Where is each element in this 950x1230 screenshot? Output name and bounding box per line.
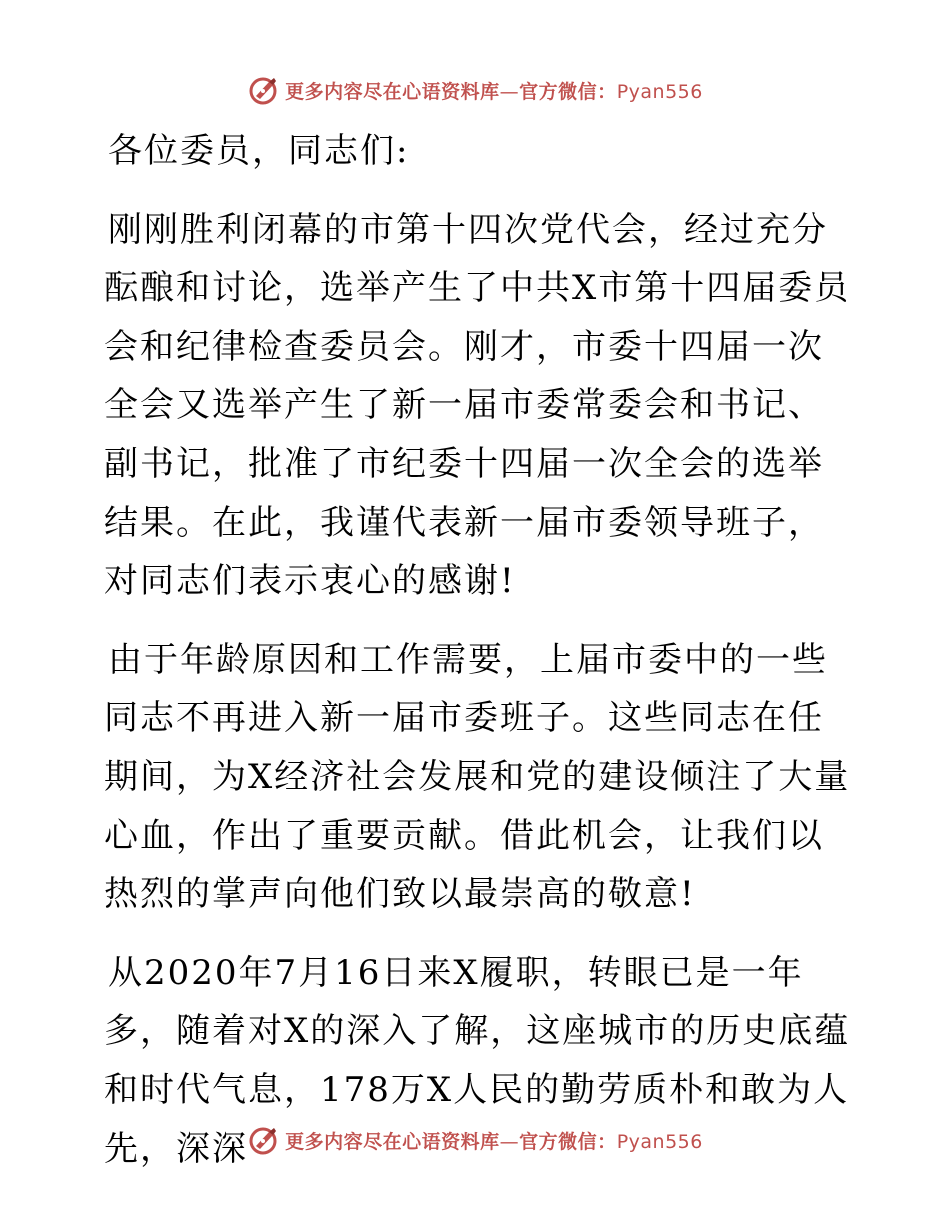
paragraph: 刚刚胜利闭幕的市第十四次党代会，经过充分酝酿和讨论，选举产生了中共X市第十四届委员会和纪律检查委员会。刚才，市委十四届一次全会又选举产生了新一届市委常委会和书记、副书记，批准了市纪委十四届一次全会的选举结果。在此，我谨代表新一届市委领导班子，对同志们表示衷心的感谢! xyxy=(104,209,851,602)
watermark-id: Pyan556 xyxy=(616,80,703,103)
watermark-main: 更多内容尽在心语资料库 xyxy=(285,1130,500,1153)
watermark-dash: — xyxy=(499,80,520,103)
document-body xyxy=(104,122,854,1198)
header-watermark xyxy=(0,70,950,110)
watermark-dash: — xyxy=(499,1130,520,1153)
watermark-text xyxy=(285,77,703,104)
watermark-text xyxy=(285,1127,703,1154)
footer-watermark xyxy=(0,1120,950,1160)
watermark-main: 更多内容尽在心语资料库 xyxy=(285,80,500,103)
pen-nib-circle-icon xyxy=(247,74,279,106)
watermark-suffix: 官方微信： xyxy=(519,80,617,103)
paragraph: 从2020年7月16日来X履职，转眼已是一年多，随着对X的深入了解，这座城市的历史底蕴和时代气息，178万X人民的勤劳质朴和敢为人先，深深 xyxy=(104,952,851,1169)
paragraph: 由于年龄原因和工作需要，上届市委中的一些同志不再进入新一届市委班子。这些同志在任期间，为X经济社会发展和党的建设倾注了大量心血，作出了重要贡献。借此机会，让我们以热烈的掌声向他们致以最崇高的敬意! xyxy=(104,639,851,915)
watermark-suffix: 官方微信： xyxy=(519,1130,617,1153)
pen-nib-circle-icon xyxy=(247,1124,279,1156)
watermark-id: Pyan556 xyxy=(616,1130,703,1153)
salutation: 各位委员，同志们: xyxy=(108,131,410,171)
